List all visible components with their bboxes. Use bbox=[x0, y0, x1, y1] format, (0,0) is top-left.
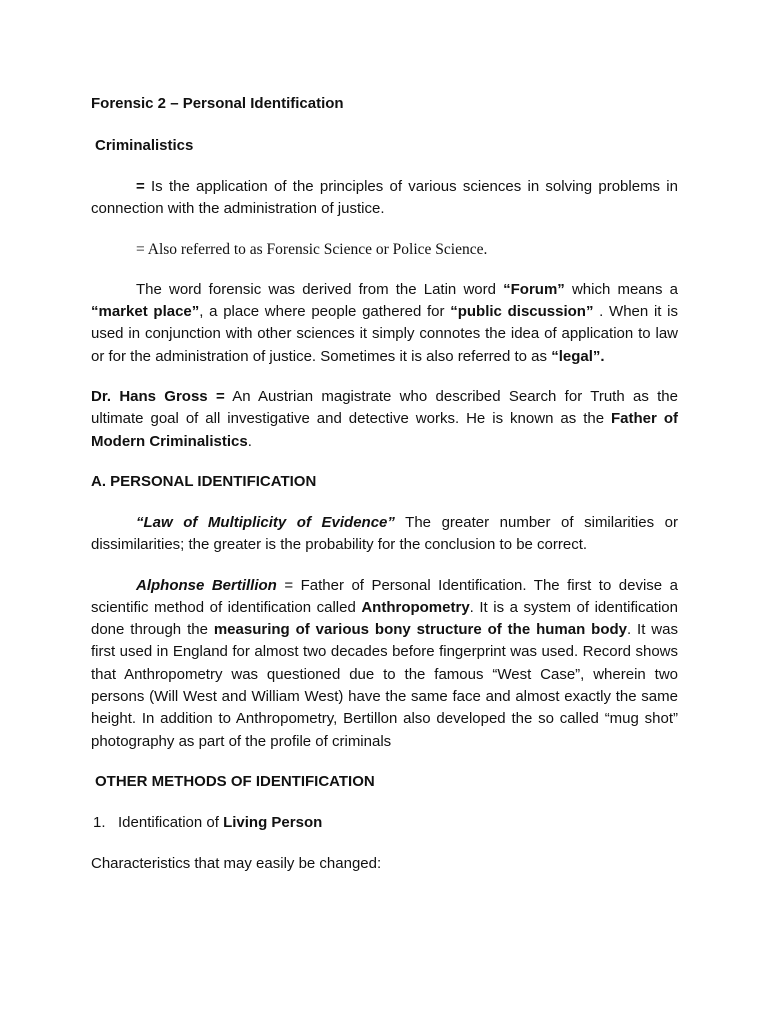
criminalistics-heading: Criminalistics bbox=[95, 137, 194, 154]
hans-gross-text-1: An Austrian magistrate who described Search for Truth as the ultimate goal of all investigative and detective works. He is known as the bbox=[91, 388, 678, 428]
characteristics-line: Characteristics that may easily be changed: bbox=[91, 854, 382, 872]
father-of-criminalistics-term: Father of Modern Criminalistics bbox=[91, 410, 678, 450]
forum-term: “Forum” bbox=[503, 280, 565, 298]
anthropometry-term: Anthropometry bbox=[361, 598, 470, 616]
forensic-origin-paragraph bbox=[91, 279, 678, 368]
public-discussion-term: “public discussion” bbox=[450, 303, 594, 321]
living-person-term: Living Person bbox=[223, 813, 323, 831]
personal-identification-heading: A. PERSONAL IDENTIFICATION bbox=[91, 472, 317, 490]
numbered-list-item bbox=[91, 812, 678, 834]
hans-gross-paragraph bbox=[91, 386, 678, 453]
market-place-term: “market place” bbox=[91, 303, 200, 321]
definition-equals: = bbox=[136, 178, 145, 195]
forensic-text-1: The word forensic was derived from the Latin word bbox=[136, 280, 504, 298]
definition-text: Is the application of the principles of various sciences in solving problems in connection with the administration of justice. bbox=[91, 178, 678, 218]
forensic-text-4: . When it is used in conjunction with other sciences it simply connotes the idea of application to law or for the administration of justice. Sometimes it is also referred to as bbox=[91, 303, 678, 365]
bony-structure-term: measuring of various bony structure of the human body bbox=[213, 621, 627, 639]
legal-term: “legal”. bbox=[551, 347, 605, 365]
bertillon-text-1: = Father of Personal Identification. The first to devise a scientific method of identification called bbox=[91, 576, 678, 616]
bertillon-paragraph bbox=[91, 575, 678, 753]
law-of-multiplicity-text: The greater number of similarities or dissimilarities; the greater is the probability for the conclusion to be correct. bbox=[91, 513, 678, 554]
document-title: Forensic 2 – Personal Identification bbox=[91, 95, 344, 112]
bertillon-text-3: . It was first used in England for almost two decades before fingerprint was used. Record shows that Anthropometry was questioned due to the famous “West Case”, wherein two persons (Will West and William West) have the same face and almost exactly the same height. In addition to Anthropometry, Bertillon also developed the so called “mug shot” photography as part of the profile of criminals bbox=[91, 621, 678, 750]
hans-gross-text-2: . bbox=[247, 432, 252, 450]
hans-gross-name: Dr. Hans Gross = bbox=[91, 388, 225, 406]
document-page bbox=[91, 93, 678, 875]
list-item-number: 1. bbox=[93, 813, 106, 831]
forensic-text-3: , a place where people gathered for bbox=[199, 303, 451, 321]
bertillon-name: Alphonse Bertillion bbox=[136, 576, 277, 594]
list-item-text: Identification of bbox=[118, 813, 224, 831]
other-methods-heading: OTHER METHODS OF IDENTIFICATION bbox=[95, 772, 375, 790]
law-of-multiplicity-term: “Law of Multiplicity of Evidence” bbox=[136, 513, 395, 531]
criminalistics-alias: = Also referred to as Forensic Science or Police Science. bbox=[136, 240, 488, 258]
criminalistics-definition bbox=[91, 176, 678, 221]
forensic-text-2: which means a bbox=[564, 280, 679, 298]
law-of-multiplicity-paragraph bbox=[91, 512, 678, 557]
bertillon-text-2: . It is a system of identification done through the bbox=[91, 598, 678, 639]
